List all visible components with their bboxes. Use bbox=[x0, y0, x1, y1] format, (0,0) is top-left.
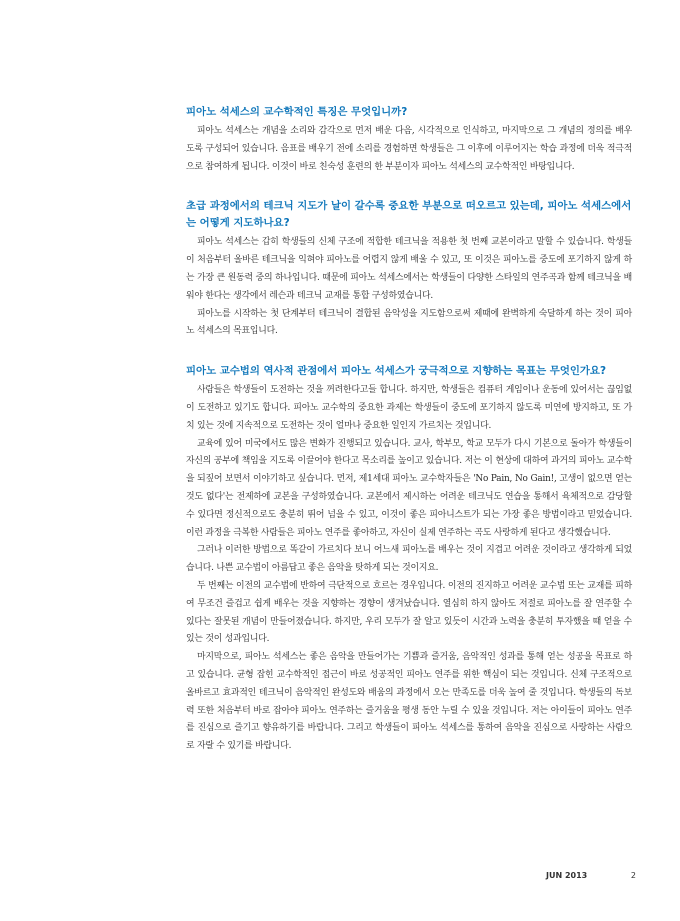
answer-paragraph: 두 번째는 이전의 교수법에 반하여 극단적으로 흐르는 경우입니다. 이전의 진지하고 어려운 교수법 또는 교재를 피하여 무조건 즐겁고 쉽게 배우는 것을 지향하는 경향이 생겨났습니다. 열심히 하지 않아도 저절로 피아노를 잘 연주할 수 있다는 잘못된 개념이 만들어졌습니다. 하지만, 우리 모두가 잘 알고 있듯이 시간과 노력을 충분히 투자했을 때 얻을 수 있는 것이 성과입니다. bbox=[186, 580, 632, 645]
answer-paragraph: 피아노를 시작하는 첫 단계부터 테크닉이 결합된 음악성을 지도함으로써 제때에 완벽하게 숙달하게 하는 것이 피아노 석세스의 목표입니다. bbox=[186, 308, 632, 337]
answer-paragraph: 그러나 이러한 방법으로 똑같이 가르치다 보니 어느새 피아노를 배우는 것이 지겹고 어려운 것이라고 생각하게 되었습니다. 나쁜 교수법이 아름답고 좋은 음악을 탓하게 되는 것이지요. bbox=[186, 545, 632, 574]
qa-section-1 bbox=[186, 104, 632, 176]
answer-paragraph: 피아노 석세스는 개념을 소리와 감각으로 먼저 배운 다음, 시각적으로 인식하고, 마지막으로 그 개념의 정의를 배우도록 구성되어 있습니다. 음표를 배우기 전에 소리를 경험하면 학생들은 그 이후에 이루어지는 학습 과정에 더욱 적극적으로 참여하게 됩니다. 이것이 바로 친숙성 훈련의 한 부분이자 피아노 석세스의 교수학적인 바탕입니다. bbox=[186, 126, 632, 172]
qa-section-2 bbox=[186, 198, 632, 341]
page-number: 2 bbox=[630, 871, 636, 880]
answer-paragraph: 피아노 석세스는 갑히 학생들의 신체 구조에 적합한 테크닉을 적용한 첫 번째 교본이라고 말할 수 있습니다. 학생들이 처음부터 올바른 테크닉을 익혀야 피아노를 어렵지 않게 배울 수 있고, 또 이것은 피아노를 중도에 포기하지 않게 하는 가장 큰 원동력 중의 하나입니다. 때문에 피아노 석세스에서는 학생들이 다양한 스타일의 연주곡과 함께 테크닉을 배워야 한다는 생각에서 레슨과 테크닉 교재를 통합 구성하였습니다. bbox=[186, 237, 632, 301]
question-heading: 피아노 교수법의 역사적 관점에서 피아노 석세스가 궁극적으로 지향하는 목표는 무엇인가요? bbox=[186, 365, 606, 378]
page-footer bbox=[546, 871, 636, 880]
answer-paragraph: 사람들은 학생들이 도전하는 것을 꺼려한다고들 합니다. 하지만, 학생들은 컴퓨터 게임이나 운동에 있어서는 끊임없이 도전하고 있기도 합니다. 피아노 교수학의 중요한 과제는 학생들이 중도에 포기하지 않도록 미연에 방지하고, 또 가치 있는 것에 지속적으로 도전하는 것이 얼마나 중요한 일인지 가르치는 것입니다. bbox=[186, 385, 632, 431]
issue-date: JUN 2013 bbox=[546, 871, 588, 880]
question-heading: 피아노 석세스의 교수학적인 특징은 무엇입니까? bbox=[186, 106, 408, 118]
answer-paragraph: 교육에 있어 미국에서도 많은 변화가 진행되고 있습니다. 교사, 학부모, 학교 모두가 다시 기본으로 돌아가 학생들이 자신의 공부에 책임을 지도록 이끌어야 한다고 목소리를 높이고 있습니다. 저는 이 현상에 대하여 과거의 피아노 교수학을 되짚어 보면서 이야기하고 싶습니다. 먼저, 제1세대 피아노 교수학자들은 'No Pain, No Gain!, 고생이 없으면 얻는 것도 없다'는 전제하에 교본을 구성하였습니다. 교본에서 제시하는 어려운 테크닉도 연습을 통해서 육체적으로 감당할 수 있다면 정신적으로도 충분히 뛰어 넘을 수 있고, 이것이 좋은 피아니스트가 되는 가장 좋은 방법이라고 믿었습니다. 이런 과정을 극복한 사람들은 피아노 연주를 좋아하고, 자신이 실제 연주하는 곡도 사랑하게 된다고 생각했습니다. bbox=[186, 438, 632, 538]
article-body bbox=[186, 104, 632, 778]
question-heading: 초급 과정에서의 테크닉 지도가 날이 갈수록 중요한 부분으로 떠오르고 있는데, 피아노 석세스에서는 어떻게 지도하나요? bbox=[186, 200, 632, 230]
answer-paragraph: 마지막으로, 피아노 석세스는 좋은 음악을 만들어가는 기쁨과 즐거움, 음악적인 성과를 통해 얻는 성공을 목표로 하고 있습니다. 균형 잡힌 교수학적인 접근이 바로 성공적인 피아노 연주를 위한 핵심이 되는 것입니다. 신체 구조적으로 올바르고 효과적인 테크닉이 음악적인 완성도와 배움의 과정에서 오는 만족도를 더욱 높여 줄 것입니다. 학생들의 독보력 또한 처음부터 바로 잡아야 피아노 연주하는 즐거움을 평생 동안 누릴 수 있을 것입니다. 저는 아이들이 피아노 연주를 진심으로 즐기고 향유하기를 바랍니다. 그리고 학생들이 피아노 석세스를 통하여 음악을 진심으로 사랑하는 사람으로 자랄 수 있기를 바랍니다. bbox=[186, 652, 632, 752]
qa-section-3 bbox=[186, 363, 632, 756]
